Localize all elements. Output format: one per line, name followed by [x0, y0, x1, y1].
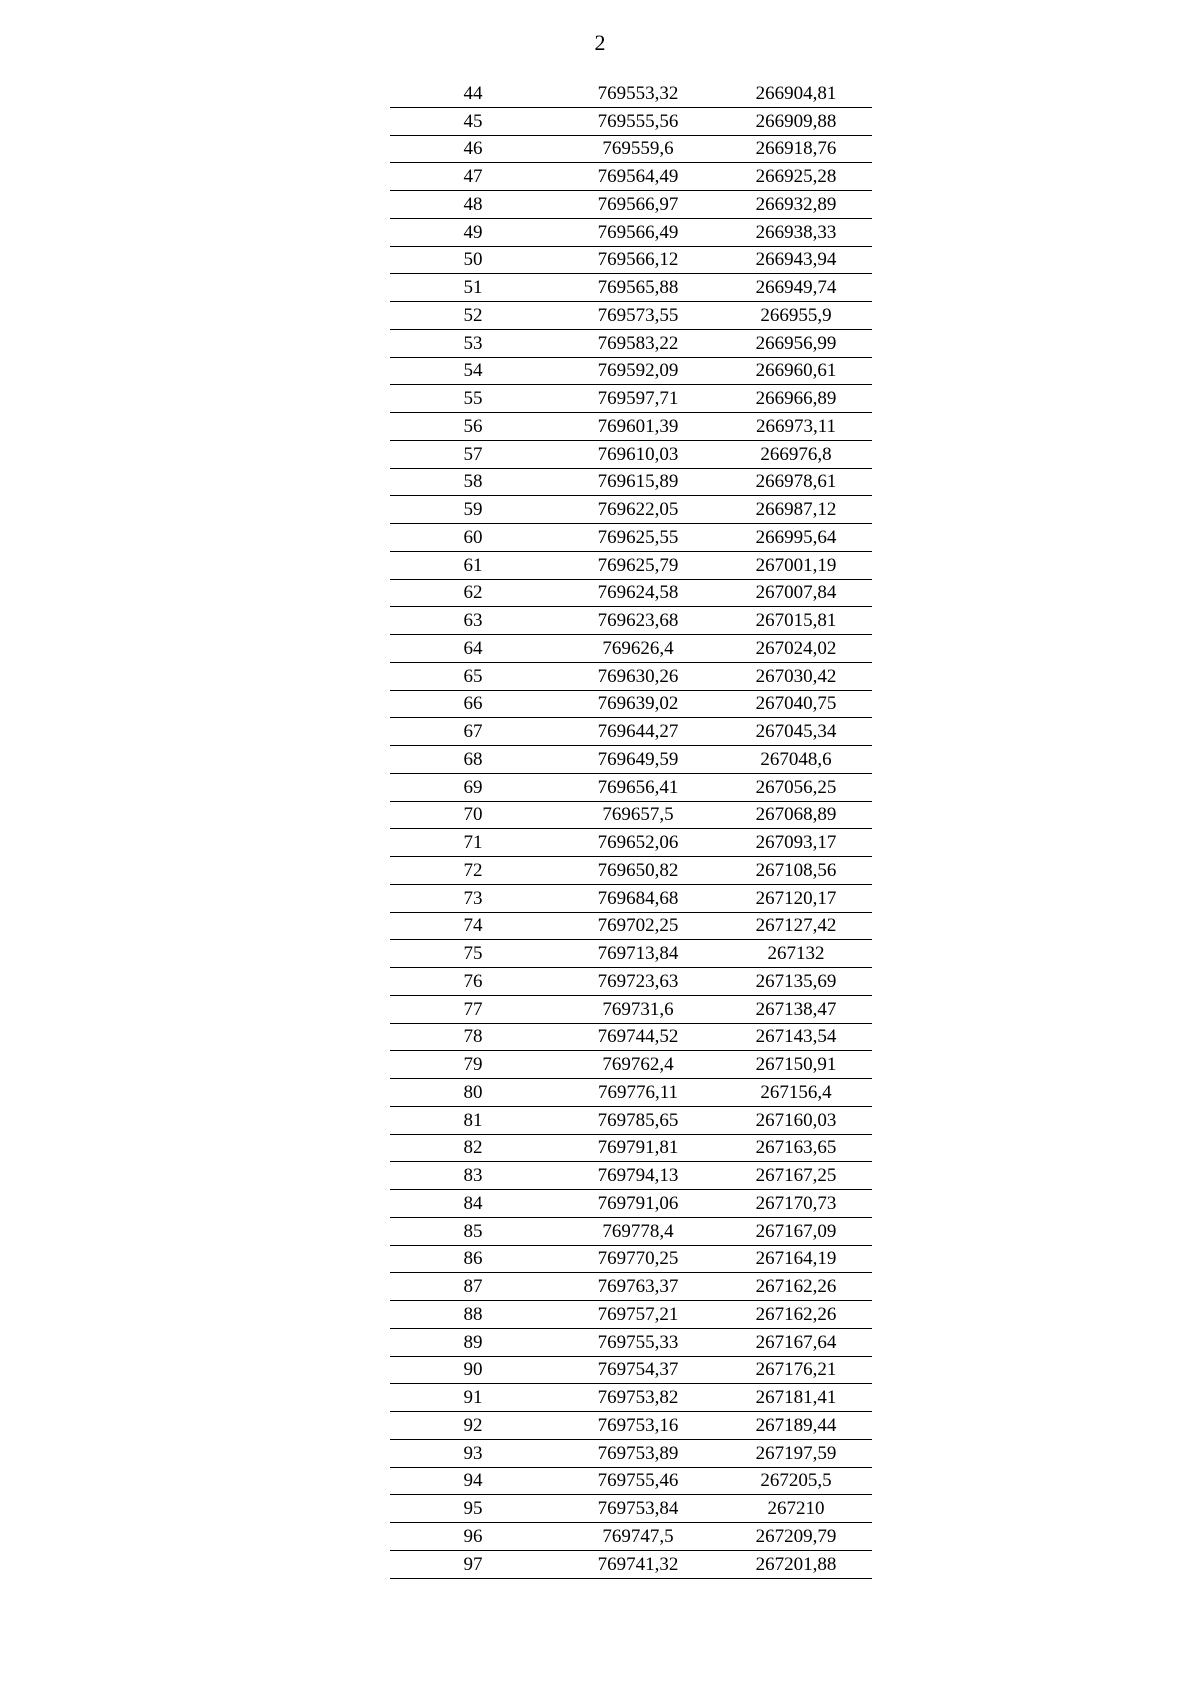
- x-coordinate-cell: 769623,68: [556, 607, 720, 635]
- y-coordinate-cell: 266960,61: [720, 357, 872, 385]
- x-coordinate-cell: 769791,81: [556, 1134, 720, 1162]
- y-coordinate-cell: 267164,19: [720, 1245, 872, 1273]
- x-coordinate-cell: 769597,71: [556, 385, 720, 413]
- y-coordinate-cell: 267093,17: [720, 829, 872, 857]
- y-coordinate-cell: 267189,44: [720, 1412, 872, 1440]
- point-number-cell: 65: [390, 662, 556, 690]
- y-coordinate-cell: 266909,88: [720, 107, 872, 135]
- table-row: [390, 385, 872, 413]
- x-coordinate-cell: 769778,4: [556, 1217, 720, 1245]
- table-row: [390, 80, 872, 107]
- x-coordinate-cell: 769555,56: [556, 107, 720, 135]
- table-row: [390, 912, 872, 940]
- table-row: [390, 1495, 872, 1523]
- table-row: [390, 1273, 872, 1301]
- y-coordinate-cell: 267127,42: [720, 912, 872, 940]
- point-number-cell: 94: [390, 1467, 556, 1495]
- coordinates-table: [390, 80, 872, 1579]
- point-number-cell: 52: [390, 302, 556, 330]
- table-row: [390, 635, 872, 663]
- table-row: [390, 135, 872, 163]
- y-coordinate-cell: 266932,89: [720, 191, 872, 219]
- table-row: [390, 884, 872, 912]
- point-number-cell: 93: [390, 1439, 556, 1467]
- y-coordinate-cell: 267156,4: [720, 1079, 872, 1107]
- table-row: [390, 246, 872, 274]
- point-number-cell: 84: [390, 1190, 556, 1218]
- point-number-cell: 83: [390, 1162, 556, 1190]
- x-coordinate-cell: 769573,55: [556, 302, 720, 330]
- x-coordinate-cell: 769702,25: [556, 912, 720, 940]
- y-coordinate-cell: 266955,9: [720, 302, 872, 330]
- table-row: [390, 1217, 872, 1245]
- y-coordinate-cell: 266943,94: [720, 246, 872, 274]
- table-row: [390, 1328, 872, 1356]
- table-row: [390, 857, 872, 885]
- x-coordinate-cell: 769755,46: [556, 1467, 720, 1495]
- x-coordinate-cell: 769625,55: [556, 524, 720, 552]
- table-row: [390, 829, 872, 857]
- point-number-cell: 60: [390, 524, 556, 552]
- y-coordinate-cell: 267160,03: [720, 1106, 872, 1134]
- table-row: [390, 607, 872, 635]
- x-coordinate-cell: 769755,33: [556, 1328, 720, 1356]
- y-coordinate-cell: 266987,12: [720, 496, 872, 524]
- y-coordinate-cell: 267040,75: [720, 690, 872, 718]
- point-number-cell: 97: [390, 1550, 556, 1578]
- y-coordinate-cell: 267201,88: [720, 1550, 872, 1578]
- point-number-cell: 86: [390, 1245, 556, 1273]
- x-coordinate-cell: 769684,68: [556, 884, 720, 912]
- x-coordinate-cell: 769624,58: [556, 579, 720, 607]
- y-coordinate-cell: 266976,8: [720, 440, 872, 468]
- y-coordinate-cell: 267176,21: [720, 1356, 872, 1384]
- y-coordinate-cell: 267181,41: [720, 1384, 872, 1412]
- x-coordinate-cell: 769559,6: [556, 135, 720, 163]
- point-number-cell: 90: [390, 1356, 556, 1384]
- x-coordinate-cell: 769753,16: [556, 1412, 720, 1440]
- x-coordinate-cell: 769649,59: [556, 746, 720, 774]
- table-row: [390, 1079, 872, 1107]
- y-coordinate-cell: 267048,6: [720, 746, 872, 774]
- table-row: [390, 995, 872, 1023]
- x-coordinate-cell: 769762,4: [556, 1051, 720, 1079]
- y-coordinate-cell: 267068,89: [720, 801, 872, 829]
- y-coordinate-cell: 266925,28: [720, 163, 872, 191]
- y-coordinate-cell: 267108,56: [720, 857, 872, 885]
- y-coordinate-cell: 266973,11: [720, 413, 872, 441]
- table-row: [390, 302, 872, 330]
- x-coordinate-cell: 769626,4: [556, 635, 720, 663]
- table-row: [390, 940, 872, 968]
- point-number-cell: 49: [390, 218, 556, 246]
- point-number-cell: 54: [390, 357, 556, 385]
- x-coordinate-cell: 769770,25: [556, 1245, 720, 1273]
- y-coordinate-cell: 267132: [720, 940, 872, 968]
- point-number-cell: 56: [390, 413, 556, 441]
- y-coordinate-cell: 267167,25: [720, 1162, 872, 1190]
- x-coordinate-cell: 769657,5: [556, 801, 720, 829]
- point-number-cell: 71: [390, 829, 556, 857]
- table-row: [390, 968, 872, 996]
- table-row: [390, 1162, 872, 1190]
- point-number-cell: 79: [390, 1051, 556, 1079]
- x-coordinate-cell: 769615,89: [556, 468, 720, 496]
- table-row: [390, 551, 872, 579]
- x-coordinate-cell: 769744,52: [556, 1023, 720, 1051]
- point-number-cell: 62: [390, 579, 556, 607]
- table-row: [390, 1384, 872, 1412]
- table-row: [390, 1523, 872, 1551]
- point-number-cell: 58: [390, 468, 556, 496]
- point-number-cell: 66: [390, 690, 556, 718]
- x-coordinate-cell: 769566,97: [556, 191, 720, 219]
- y-coordinate-cell: 266995,64: [720, 524, 872, 552]
- table-row: [390, 1106, 872, 1134]
- point-number-cell: 53: [390, 329, 556, 357]
- y-coordinate-cell: 266949,74: [720, 274, 872, 302]
- x-coordinate-cell: 769553,32: [556, 80, 720, 107]
- point-number-cell: 73: [390, 884, 556, 912]
- x-coordinate-cell: 769656,41: [556, 773, 720, 801]
- x-coordinate-cell: 769565,88: [556, 274, 720, 302]
- point-number-cell: 55: [390, 385, 556, 413]
- table-row: [390, 718, 872, 746]
- table-row: [390, 1245, 872, 1273]
- point-number-cell: 67: [390, 718, 556, 746]
- x-coordinate-cell: 769753,84: [556, 1495, 720, 1523]
- x-coordinate-cell: 769763,37: [556, 1273, 720, 1301]
- table-row: [390, 1467, 872, 1495]
- table-row: [390, 690, 872, 718]
- y-coordinate-cell: 266956,99: [720, 329, 872, 357]
- x-coordinate-cell: 769622,05: [556, 496, 720, 524]
- y-coordinate-cell: 267150,91: [720, 1051, 872, 1079]
- y-coordinate-cell: 267143,54: [720, 1023, 872, 1051]
- point-number-cell: 89: [390, 1328, 556, 1356]
- y-coordinate-cell: 267138,47: [720, 995, 872, 1023]
- x-coordinate-cell: 769583,22: [556, 329, 720, 357]
- point-number-cell: 72: [390, 857, 556, 885]
- x-coordinate-cell: 769731,6: [556, 995, 720, 1023]
- y-coordinate-cell: 266938,33: [720, 218, 872, 246]
- table-row: [390, 746, 872, 774]
- point-number-cell: 57: [390, 440, 556, 468]
- point-number-cell: 77: [390, 995, 556, 1023]
- x-coordinate-cell: 769601,39: [556, 413, 720, 441]
- y-coordinate-cell: 266966,89: [720, 385, 872, 413]
- x-coordinate-cell: 769566,49: [556, 218, 720, 246]
- y-coordinate-cell: 267205,5: [720, 1467, 872, 1495]
- table-row: [390, 773, 872, 801]
- point-number-cell: 76: [390, 968, 556, 996]
- x-coordinate-cell: 769610,03: [556, 440, 720, 468]
- x-coordinate-cell: 769794,13: [556, 1162, 720, 1190]
- x-coordinate-cell: 769644,27: [556, 718, 720, 746]
- y-coordinate-cell: 267162,26: [720, 1273, 872, 1301]
- point-number-cell: 92: [390, 1412, 556, 1440]
- x-coordinate-cell: 769625,79: [556, 551, 720, 579]
- point-number-cell: 74: [390, 912, 556, 940]
- x-coordinate-cell: 769753,89: [556, 1439, 720, 1467]
- y-coordinate-cell: 267045,34: [720, 718, 872, 746]
- y-coordinate-cell: 267135,69: [720, 968, 872, 996]
- x-coordinate-cell: 769753,82: [556, 1384, 720, 1412]
- point-number-cell: 45: [390, 107, 556, 135]
- x-coordinate-cell: 769566,12: [556, 246, 720, 274]
- x-coordinate-cell: 769630,26: [556, 662, 720, 690]
- table-row: [390, 329, 872, 357]
- x-coordinate-cell: 769776,11: [556, 1079, 720, 1107]
- x-coordinate-cell: 769791,06: [556, 1190, 720, 1218]
- table-row: [390, 218, 872, 246]
- table-row: [390, 662, 872, 690]
- point-number-cell: 80: [390, 1079, 556, 1107]
- point-number-cell: 78: [390, 1023, 556, 1051]
- table-row: [390, 274, 872, 302]
- table-row: [390, 579, 872, 607]
- y-coordinate-cell: 267163,65: [720, 1134, 872, 1162]
- point-number-cell: 48: [390, 191, 556, 219]
- y-coordinate-cell: 266978,61: [720, 468, 872, 496]
- point-number-cell: 70: [390, 801, 556, 829]
- y-coordinate-cell: 267015,81: [720, 607, 872, 635]
- point-number-cell: 61: [390, 551, 556, 579]
- x-coordinate-cell: 769741,32: [556, 1550, 720, 1578]
- point-number-cell: 69: [390, 773, 556, 801]
- y-coordinate-cell: 267030,42: [720, 662, 872, 690]
- y-coordinate-cell: 266918,76: [720, 135, 872, 163]
- y-coordinate-cell: 267056,25: [720, 773, 872, 801]
- point-number-cell: 85: [390, 1217, 556, 1245]
- table-row: [390, 1023, 872, 1051]
- point-number-cell: 75: [390, 940, 556, 968]
- point-number-cell: 81: [390, 1106, 556, 1134]
- point-number-cell: 82: [390, 1134, 556, 1162]
- point-number-cell: 51: [390, 274, 556, 302]
- y-coordinate-cell: 267001,19: [720, 551, 872, 579]
- table-row: [390, 1301, 872, 1329]
- point-number-cell: 88: [390, 1301, 556, 1329]
- x-coordinate-cell: 769747,5: [556, 1523, 720, 1551]
- table-row: [390, 191, 872, 219]
- point-number-cell: 91: [390, 1384, 556, 1412]
- x-coordinate-cell: 769639,02: [556, 690, 720, 718]
- table-row: [390, 468, 872, 496]
- table-row: [390, 801, 872, 829]
- y-coordinate-cell: 267167,09: [720, 1217, 872, 1245]
- y-coordinate-cell: 267170,73: [720, 1190, 872, 1218]
- point-number-cell: 50: [390, 246, 556, 274]
- table-row: [390, 357, 872, 385]
- x-coordinate-cell: 769592,09: [556, 357, 720, 385]
- table-row: [390, 1190, 872, 1218]
- point-number-cell: 64: [390, 635, 556, 663]
- table-row: [390, 107, 872, 135]
- table-row: [390, 163, 872, 191]
- table-row: [390, 1550, 872, 1578]
- x-coordinate-cell: 769713,84: [556, 940, 720, 968]
- table-row: [390, 1356, 872, 1384]
- table-row: [390, 524, 872, 552]
- x-coordinate-cell: 769723,63: [556, 968, 720, 996]
- point-number-cell: 95: [390, 1495, 556, 1523]
- table-row: [390, 1051, 872, 1079]
- point-number-cell: 59: [390, 496, 556, 524]
- table-row: [390, 1134, 872, 1162]
- y-coordinate-cell: 267209,79: [720, 1523, 872, 1551]
- y-coordinate-cell: 267210: [720, 1495, 872, 1523]
- page-number: 2: [594, 30, 606, 55]
- point-number-cell: 96: [390, 1523, 556, 1551]
- table-row: [390, 1439, 872, 1467]
- point-number-cell: 46: [390, 135, 556, 163]
- y-coordinate-cell: 266904,81: [720, 80, 872, 107]
- table-row: [390, 413, 872, 441]
- coordinates-table-body: [390, 80, 872, 1578]
- point-number-cell: 87: [390, 1273, 556, 1301]
- x-coordinate-cell: 769757,21: [556, 1301, 720, 1329]
- point-number-cell: 68: [390, 746, 556, 774]
- point-number-cell: 47: [390, 163, 556, 191]
- y-coordinate-cell: 267007,84: [720, 579, 872, 607]
- point-number-cell: 44: [390, 80, 556, 107]
- x-coordinate-cell: 769652,06: [556, 829, 720, 857]
- table-row: [390, 496, 872, 524]
- x-coordinate-cell: 769650,82: [556, 857, 720, 885]
- y-coordinate-cell: 267197,59: [720, 1439, 872, 1467]
- y-coordinate-cell: 267162,26: [720, 1301, 872, 1329]
- x-coordinate-cell: 769754,37: [556, 1356, 720, 1384]
- table-row: [390, 440, 872, 468]
- y-coordinate-cell: 267024,02: [720, 635, 872, 663]
- x-coordinate-cell: 769564,49: [556, 163, 720, 191]
- x-coordinate-cell: 769785,65: [556, 1106, 720, 1134]
- y-coordinate-cell: 267120,17: [720, 884, 872, 912]
- y-coordinate-cell: 267167,64: [720, 1328, 872, 1356]
- point-number-cell: 63: [390, 607, 556, 635]
- table-row: [390, 1412, 872, 1440]
